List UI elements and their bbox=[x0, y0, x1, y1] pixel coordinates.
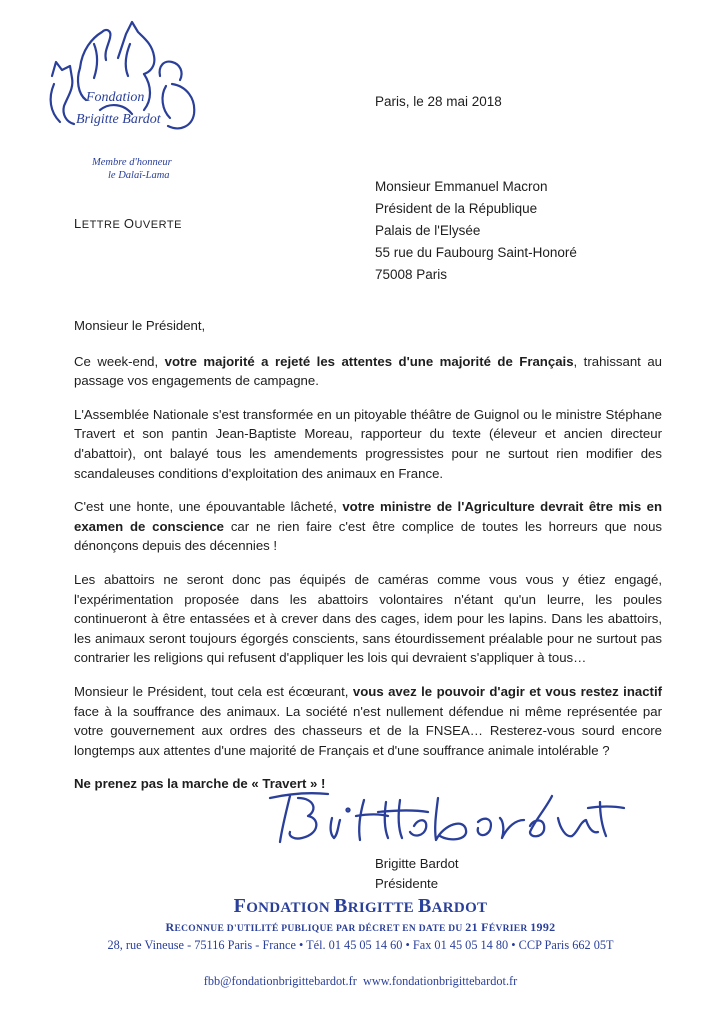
paragraph-5: Monsieur le Président, tout cela est écœurant, vous avez le pouvoir d'agir et vous restez inactif face à la souffrance des animaux. La société n'est nullement défendue ni même représentée par votre gouvernement aux ordres des chasseurs et de la FNSEA… Resterez-vous sourd encore longtemps aux attentes d'une majorité de Français et d'une souffrance animale intolérable ? bbox=[74, 683, 662, 758]
honor-member-name: le Dalaï-Lama bbox=[108, 170, 170, 181]
handwritten-signature-icon bbox=[268, 788, 628, 846]
address-line: Président de la République bbox=[375, 201, 538, 216]
address-line: Monsieur Emmanuel Macron bbox=[375, 179, 548, 194]
signatory bbox=[375, 854, 459, 894]
paragraph-3: C'est une honte, une épouvantable lâcheté, votre ministre de l'Agriculture devrait être mis en examen de conscience car ne rien faire c'est être complice de toutes les horreurs que nous dénonçons depuis des décennies ! bbox=[74, 499, 663, 554]
letter-date: Paris, le 28 mai 2018 bbox=[375, 94, 502, 109]
logo-brigitte-bardot-text: Brigitte Bardot bbox=[76, 112, 161, 127]
footer-web-contact bbox=[0, 974, 721, 989]
address-line: Palais de l'Elysée bbox=[375, 223, 481, 238]
footer-contact-address: 28, rue Vineuse - 75116 Paris - France • Tél. 01 45 05 14 60 • Fax 01 45 05 14 80 • CCP Paris 662 05T bbox=[107, 938, 614, 952]
paragraph-4: Les abattoirs ne seront donc pas équipés de caméras comme vous vous y étiez engagé, l'expérimentation proposée dans les abattoirs volontaires n'étant qu'un leurre, les poules continueront à être entassées et à crever dans des cages, idem pour les lapins. Dans les abattoirs, les animaux seront toujours égorgés conscients, sans étourdissement préalable pour ne surtout pas contrarier les religions qui refusent d'appliquer les lois qui devraient s'appliquer à tous… bbox=[74, 571, 662, 666]
signatory-name: Brigitte Bardot bbox=[375, 856, 459, 871]
paragraph-2: L'Assemblée Nationale s'est transformée en un pitoyable théâtre de Guignol ou le ministre Stéphane Travert et son pantin Jean-Baptiste Moreau, rapporteur du texte (éleveur et ancien directeur d'abattoir), ont balayé tous les amendements progressistes pour ne surtout rien modifier des scandaleuses conditions d'exploitation des animaux en France. bbox=[74, 406, 662, 481]
footer-email: fbb@fondationbrigittebardot.fr bbox=[203, 974, 357, 988]
logo-fondation-text: Fondation bbox=[86, 90, 145, 105]
address-line: 75008 Paris bbox=[375, 267, 448, 282]
recipient-address bbox=[375, 176, 577, 286]
address-line: 55 rue du Faubourg Saint-Honoré bbox=[375, 245, 577, 260]
signatory-role: Présidente bbox=[375, 876, 439, 891]
letter-type-label: LETTRE OUVERTE bbox=[74, 216, 182, 231]
honor-member-line: Membre d'honneur bbox=[92, 157, 172, 168]
closing-line: Ne prenez pas la marche de « Travert » ! bbox=[74, 776, 326, 792]
footer-recognition: RECONNUE D'UTILITÉ PUBLIQUE PAR DÉCRET EN DATE DU 21 FÉVRIER 1992 bbox=[165, 920, 556, 934]
letter-body bbox=[74, 316, 662, 808]
salutation: Monsieur le Président, bbox=[74, 318, 206, 333]
paragraph-1: Ce week-end, votre majorité a rejeté les attentes d'une majorité de Français, trahissant au passage vos engagements de campagne. bbox=[74, 353, 662, 389]
footer-foundation-name: FONDATION BRIGITTE BARDOT bbox=[233, 895, 488, 917]
footer-website: www.fondationbrigittebardot.fr bbox=[362, 974, 518, 988]
